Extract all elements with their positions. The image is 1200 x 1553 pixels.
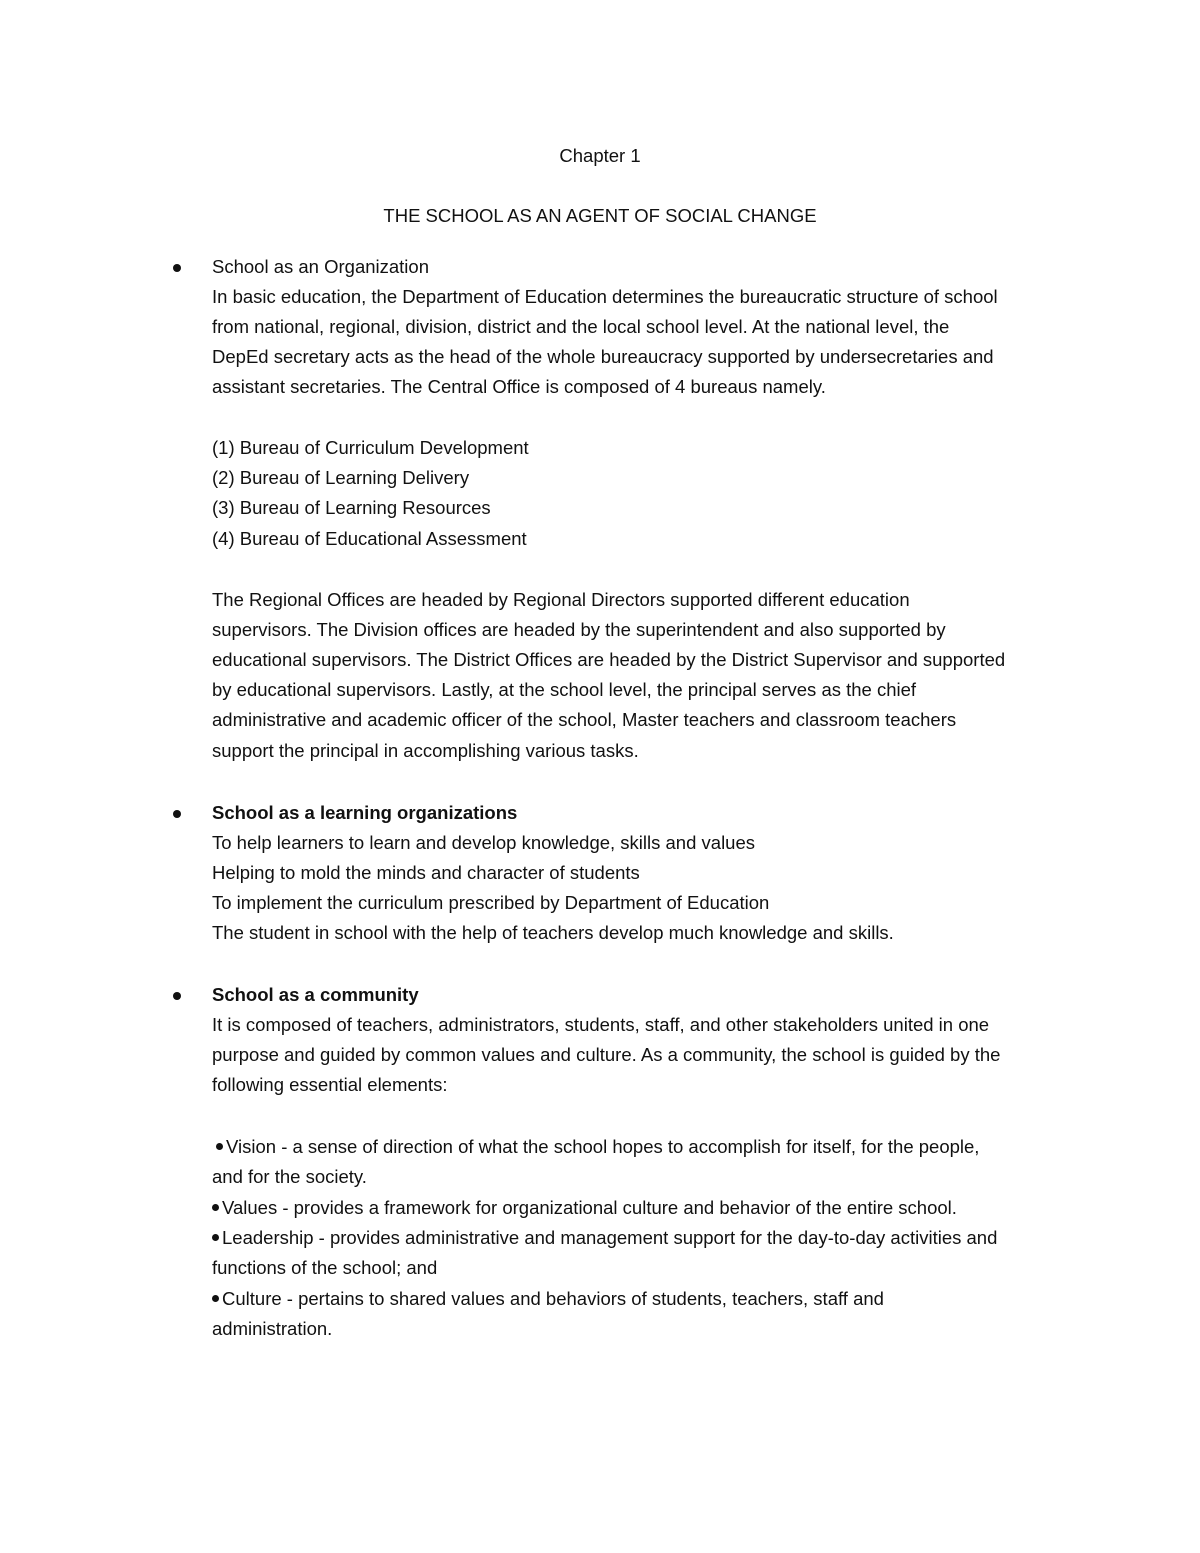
paragraph-line: DepEd secretary acts as the head of the whole bureaucracy supported by undersecretaries and	[212, 346, 994, 367]
paragraph-line: In basic education, the Department of Education determines the bureaucratic structure of school	[212, 286, 998, 307]
bullet-icon	[212, 1234, 219, 1241]
paragraph-line: assistant secretaries. The Central Office is composed of 4 bureaus namely.	[212, 376, 826, 397]
section-heading-community: School as a community	[212, 984, 419, 1005]
chapter-title: THE SCHOOL AS AN AGENT OF SOCIAL CHANGE	[383, 205, 817, 226]
bullet-icon	[216, 1143, 223, 1150]
bullet-icon	[212, 1295, 219, 1302]
paragraph-line: educational supervisors. The District Offices are headed by the District Supervisor and supported	[212, 649, 1006, 670]
paragraph-line: The Regional Offices are headed by Regional Directors supported different education	[212, 589, 910, 610]
bureau-item: (3) Bureau of Learning Resources	[212, 497, 491, 518]
element-text: Culture - pertains to shared values and behaviors of students, teachers, staff and	[222, 1288, 884, 1309]
paragraph-line: It is composed of teachers, administrators, students, staff, and other stakeholders united in one	[212, 1014, 990, 1035]
element-leadership	[212, 1223, 997, 1253]
element-text: Values - provides a framework for organizational culture and behavior of the entire school.	[222, 1197, 957, 1218]
bureau-item: (4) Bureau of Educational Assessment	[212, 528, 527, 549]
bullet-icon	[173, 992, 181, 1000]
list-line: To help learners to learn and develop knowledge, skills and values	[212, 832, 756, 853]
paragraph-line: purpose and guided by common values and culture. As a community, the school is guided by the	[212, 1044, 1001, 1065]
element-continuation: and for the society.	[212, 1166, 367, 1187]
list-line: To implement the curriculum prescribed by Department of Education	[212, 892, 770, 913]
bullet-icon	[173, 264, 181, 272]
element-continuation: functions of the school; and	[212, 1257, 438, 1278]
element-text: Leadership - provides administrative and management support for the day-to-day activities and	[222, 1227, 998, 1248]
paragraph-line: following essential elements:	[212, 1074, 448, 1095]
bureau-item: (1) Bureau of Curriculum Development	[212, 437, 529, 458]
element-continuation: administration.	[212, 1318, 333, 1339]
paragraph-line: support the principal in accomplishing various tasks.	[212, 740, 639, 761]
paragraph-line: supervisors. The Division offices are headed by the superintendent and also supported by	[212, 619, 946, 640]
chapter-label: Chapter 1	[559, 145, 641, 166]
paragraph-line: by educational supervisors. Lastly, at the school level, the principal serves as the chief	[212, 679, 917, 700]
list-line: The student in school with the help of teachers develop much knowledge and skills.	[212, 922, 894, 943]
element-vision	[216, 1132, 979, 1162]
element-culture	[212, 1284, 884, 1314]
element-values	[212, 1193, 957, 1223]
section-heading-learning: School as a learning organizations	[212, 802, 518, 823]
list-line: Helping to mold the minds and character of students	[212, 862, 640, 883]
element-text: Vision - a sense of direction of what the school hopes to accomplish for itself, for the people,	[226, 1136, 980, 1157]
bureau-item: (2) Bureau of Learning Delivery	[212, 467, 470, 488]
bullet-icon	[173, 810, 181, 818]
section-heading-organization: School as an Organization	[212, 256, 429, 277]
bullet-icon	[212, 1204, 219, 1211]
paragraph-line: administrative and academic officer of the school, Master teachers and classroom teachers	[212, 709, 957, 730]
paragraph-line: from national, regional, division, district and the local school level. At the national level, the	[212, 316, 950, 337]
